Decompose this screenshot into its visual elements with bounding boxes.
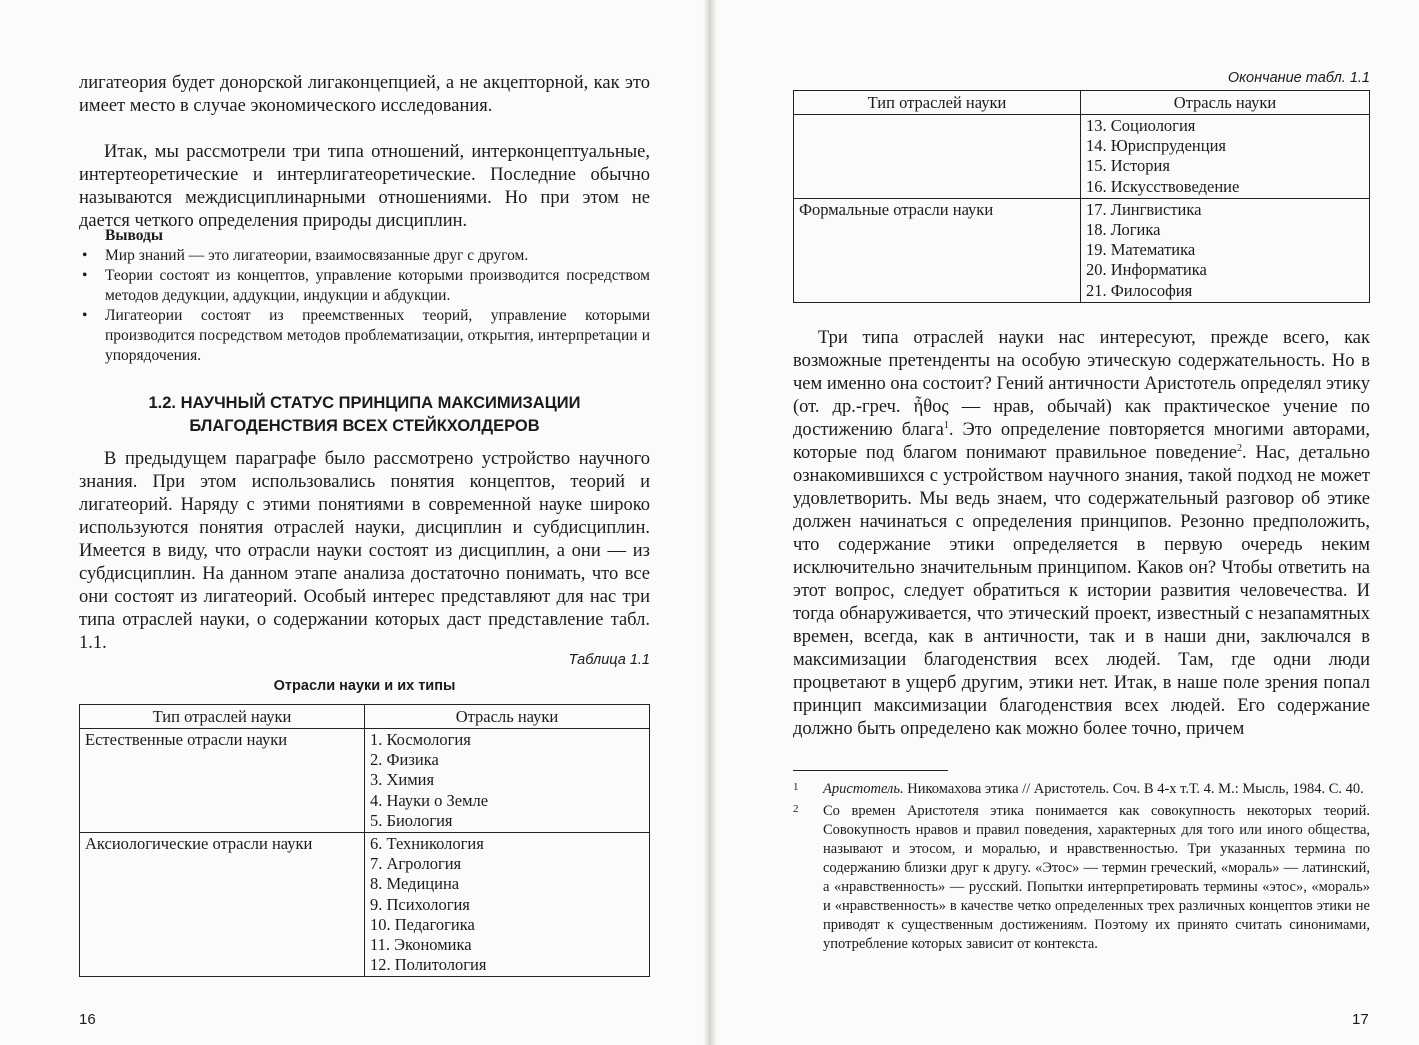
- footnote: [793, 780, 1370, 799]
- left-paragraph-relations: Итак, мы рассмотрели три типа отношений, интерконцептуальные, интертеоретические и интерлигатеоретические. Последние обычно называются междисциплинарными отношениями. Но при этом не дается четкого определения природы дисциплин.: [79, 142, 650, 231]
- table-title: Отрасли науки и их типы: [273, 678, 456, 694]
- branch-item: 17. Лингвистика: [1086, 199, 1202, 219]
- footnote-text: Со времен Аристотеля этика понимается как совокупность некоторых теорий. Совокупность нравов и правил поведения, характерных для того или иного общества, называют и этосом, и моралью, и нравственностью. Три указанных термина по содержанию близки друг к другу. «Этос» — термин греческий, «мораль» — латинский, а «нравственность» — русский. Попытки интерпретировать термины «этос», «мораль» и «нравственность» в качестве четко определенных трех различных концептов этики не приводят к существенным достижениям. Поэтому их принято считать синонимами, употребление которых зависит от контекста.: [823, 803, 1370, 952]
- footnote-text: Никомахова этика // Аристотель. Соч. В 4-х т.Т. 4. М.: Мысль, 1984. С. 40.: [903, 781, 1364, 797]
- table-row: [794, 115, 1370, 199]
- conclusion-item: • Мир знаний — это лигатеории, взаимосвязанные друг с другом.: [82, 247, 529, 264]
- table-label: Таблица 1.1: [568, 652, 650, 668]
- branch-item: 9. Психология: [370, 894, 470, 914]
- branch-item: 5. Биология: [370, 810, 453, 830]
- conclusions-block: [79, 226, 650, 366]
- branch-item: 1. Космология: [370, 730, 471, 749]
- conclusions-list: [79, 246, 650, 366]
- footnotes: [793, 780, 1370, 957]
- footnote-ref[interactable]: 2: [1236, 442, 1242, 454]
- table-row: [794, 198, 1370, 302]
- branch-item: 16. Искусствоведение: [1086, 176, 1240, 196]
- right-page: [710, 0, 1419, 1045]
- section-heading-line: 1.2. НАУЧНЫЙ СТАТУС ПРИНЦИПА МАКСИМИЗАЦИИ: [148, 394, 581, 412]
- left-paragraph-branches: В предыдущем параграфе было рассмотрено устройство научного знания. При этом использовались понятия концептов, теорий и лигатеорий. Наряду с этими понятиями в современной науке широко используются понятия отраслей науки, дисциплин и субдисциплин. Имеется в виду, что отрасли науки состоят из дисциплин, а они — из субдисциплин. На данном этапе анализа достаточно понимать, что все они состоят из лигатеорий. Особый интерес представляют для нас три типа отраслей науки, о содержании которых даст представление табл. 1.1.: [79, 449, 650, 653]
- branch-item: 3. Химия: [370, 770, 435, 790]
- branch-item: 19. Математика: [1086, 240, 1196, 260]
- table-cell-branches: [365, 833, 650, 977]
- bullet-icon: •: [82, 267, 88, 284]
- footnote-number: 1: [793, 781, 799, 793]
- branches-table-continuation: [793, 90, 1370, 303]
- table-header-row: [794, 91, 1370, 115]
- book-gutter: [703, 0, 717, 1045]
- footnote-separator: [793, 770, 948, 771]
- branch-item: 8. Медицина: [370, 874, 460, 894]
- right-paragraph-ethics: Три типа отраслей науки нас интересуют, прежде всего, как возможные претенденты на особую этическую содержательность. Но в чем именно она состоит? Гений античности Аристотель определял этику (от. др.-греч. ἦθος — нрав, обычай) как практическое учение по достижению блага$^1$. Это определение повторяется многими авторами, которые под благом понимают правильное поведение$^2$. Нас, детально ознакомившихся с устройством научного знания, такой подход не может удовлетворить. Мы ведь знаем, что содержательный разговор об этике должен начинаться с определения принципов. Резонно предположить, что содержание этики определяется в первую очередь неким исключительно значительным принципом. Каков он? Чтобы ответить на этот вопрос, следует обратиться к истории развития человечества. И тогда обнаруживается, что этический проект, известный с незапамятных времен, всегда, как в античности, так и в наши дни, заключался в максимизации благоденствия всех людей. Там, где одни люди процветают в ущерб другим, этики нет. Итак, в наше поле зрения попал принцип максимизации благоденствия всех людей. Его содержание должно быть определено как можно более точно, причем: [793, 328, 1370, 739]
- footnote: [793, 802, 1370, 954]
- branch-item: 13. Социология: [1086, 116, 1196, 135]
- branch-item: 4. Науки о Земле: [370, 790, 489, 810]
- branch-item: 12. Политология: [370, 955, 487, 975]
- branches-table: [79, 704, 650, 977]
- conclusions-title: Выводы: [105, 227, 163, 244]
- table-header-type: Тип отраслей науки: [794, 91, 1081, 115]
- page-number-left: 16: [79, 1011, 96, 1028]
- branch-item: 20. Информатика: [1086, 260, 1207, 280]
- left-page: [0, 0, 709, 1045]
- branch-item: 6. Техникология: [370, 834, 484, 854]
- branch-item: 2. Физика: [370, 750, 439, 770]
- table-header-branch: Отрасль науки: [365, 705, 650, 729]
- table-row: [80, 729, 650, 833]
- table-cell-type: [794, 115, 1081, 199]
- conclusion-item: • Лигатеории состоят из преемственных теорий, управление которыми производится посредством методов проблематизации, открытия, интерпретации и упорядочения.: [82, 307, 650, 364]
- section-heading: [79, 392, 650, 438]
- bullet-icon: •: [82, 307, 88, 324]
- table-header-branch: Отрасль науки: [1081, 91, 1370, 115]
- table-row: [80, 833, 650, 977]
- footnote-author: Аристотель.: [823, 781, 904, 797]
- bullet-icon: •: [82, 247, 88, 264]
- footnote-ref[interactable]: 1: [943, 419, 949, 431]
- conclusion-item: • Теории состоят из концептов, управление которыми производится посредством методов дедукции, аддукции, индукции и абдукции.: [82, 267, 650, 304]
- branch-item: 10. Педагогика: [370, 914, 475, 934]
- branch-item: 18. Логика: [1086, 220, 1161, 240]
- branch-item: 21. Философия: [1086, 280, 1193, 300]
- table-header-type: Тип отраслей науки: [80, 705, 365, 729]
- left-paragraph-continuation: лигатеория будет донорской лигаконцепцией, а не акцепторной, как это имеет место в случае экономического исследования.: [79, 73, 650, 116]
- table-cell-branches: [365, 729, 650, 833]
- table-cell-type: Естественные отрасли науки: [80, 729, 365, 833]
- table-cell-type: Формальные отрасли науки: [794, 198, 1081, 302]
- section-heading-line: БЛАГОДЕНСТВИЯ ВСЕХ СТЕЙКХОЛДЕРОВ: [189, 417, 540, 435]
- branch-item: 7. Агрология: [370, 854, 462, 874]
- table-cell-branches: [1081, 198, 1370, 302]
- table-cell-branches: [1081, 115, 1370, 199]
- table-header-row: [80, 705, 650, 729]
- table-continuation-label: Окончание табл. 1.1: [1227, 70, 1370, 86]
- branch-item: 15. История: [1086, 156, 1170, 176]
- table-cell-type: Аксиологические отрасли науки: [80, 833, 365, 977]
- page-number-right: 17: [1352, 1011, 1369, 1028]
- footnote-number: 2: [793, 803, 799, 815]
- branch-item: 14. Юриспруденция: [1086, 136, 1226, 156]
- branch-item: 11. Экономика: [370, 935, 472, 955]
